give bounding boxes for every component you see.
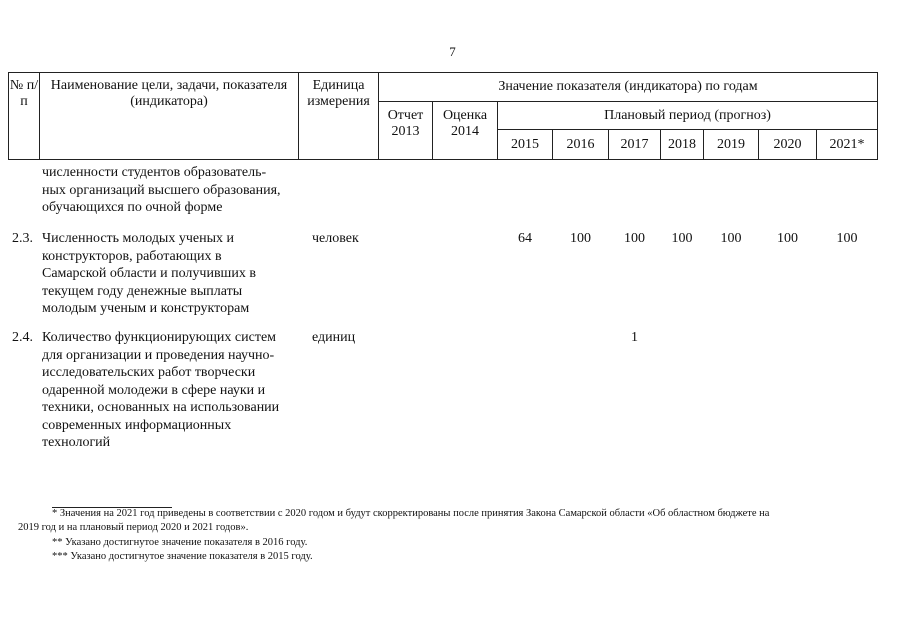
header-year: 2019 [717, 136, 745, 152]
header-values-by-year: Значение показателя (индикатора) по годам [498, 79, 758, 94]
header-report-2013: Отчет 2013 [387, 108, 424, 139]
header-year: 2017 [620, 136, 649, 152]
row-unit: единиц [312, 330, 356, 345]
row-value-2015: 64 [518, 231, 532, 246]
row-value-2020: 100 [777, 231, 798, 246]
row-value-2019: 100 [720, 231, 742, 246]
header-planned-period: Плановый период (прогноз) [604, 107, 771, 123]
header-year: 2021* [829, 136, 865, 152]
header-year: 2020 [773, 136, 802, 152]
footnote-1-continuation: 2019 год и на плановый период 2020 и 2021 годов». [18, 522, 249, 533]
header-estimate-2014: Оценка 2014 [442, 108, 488, 139]
footnote-3: *** Указано достигнутое значение показателя в 2015 году. [52, 551, 313, 562]
header-year: 2015 [511, 136, 539, 152]
row-value-2017: 100 [624, 231, 645, 246]
row-name: Численность молодых ученых и конструкторов, работающих в Самарской области и получивших в текущем году денежные выплаты молодым ученым и конструкторам [42, 231, 256, 316]
page-number: 7 [449, 44, 456, 59]
header-name: Наименование цели, задачи, показателя (индикатора) [50, 78, 288, 109]
row-number: 2.4. [12, 330, 33, 345]
row-unit: человек [312, 231, 359, 246]
row-value-2016: 100 [570, 231, 591, 246]
header-year: 2018 [668, 136, 696, 152]
footnote-2: ** Указано достигнутое значение показателя в 2016 году. [52, 537, 308, 548]
row-value-2017: 1 [631, 330, 638, 345]
row-value-2018: 100 [671, 231, 693, 246]
row-name: Количество функционирующих систем для организации и проведения научно- исследовательских работ творчески одаренной молодежи в сфере науки и техники, основанных на использовании современных информационных технологий [42, 330, 280, 450]
header-unit: Единица измерения [307, 78, 370, 109]
row-number: 2.3. [12, 231, 33, 246]
header-year: 2016 [566, 136, 595, 152]
footnote-1: * Значения на 2021 год приведены в соответствии с 2020 годом и будут скорректированы после принятия Закона Самарской области «Об областном бюджете на [52, 508, 770, 519]
row-name: численности студентов образователь- ных организаций высшего образования, обучающихся по очной форме [42, 165, 281, 215]
row-value-2021: 100 [836, 231, 858, 246]
header-number: № п/п [9, 78, 39, 109]
